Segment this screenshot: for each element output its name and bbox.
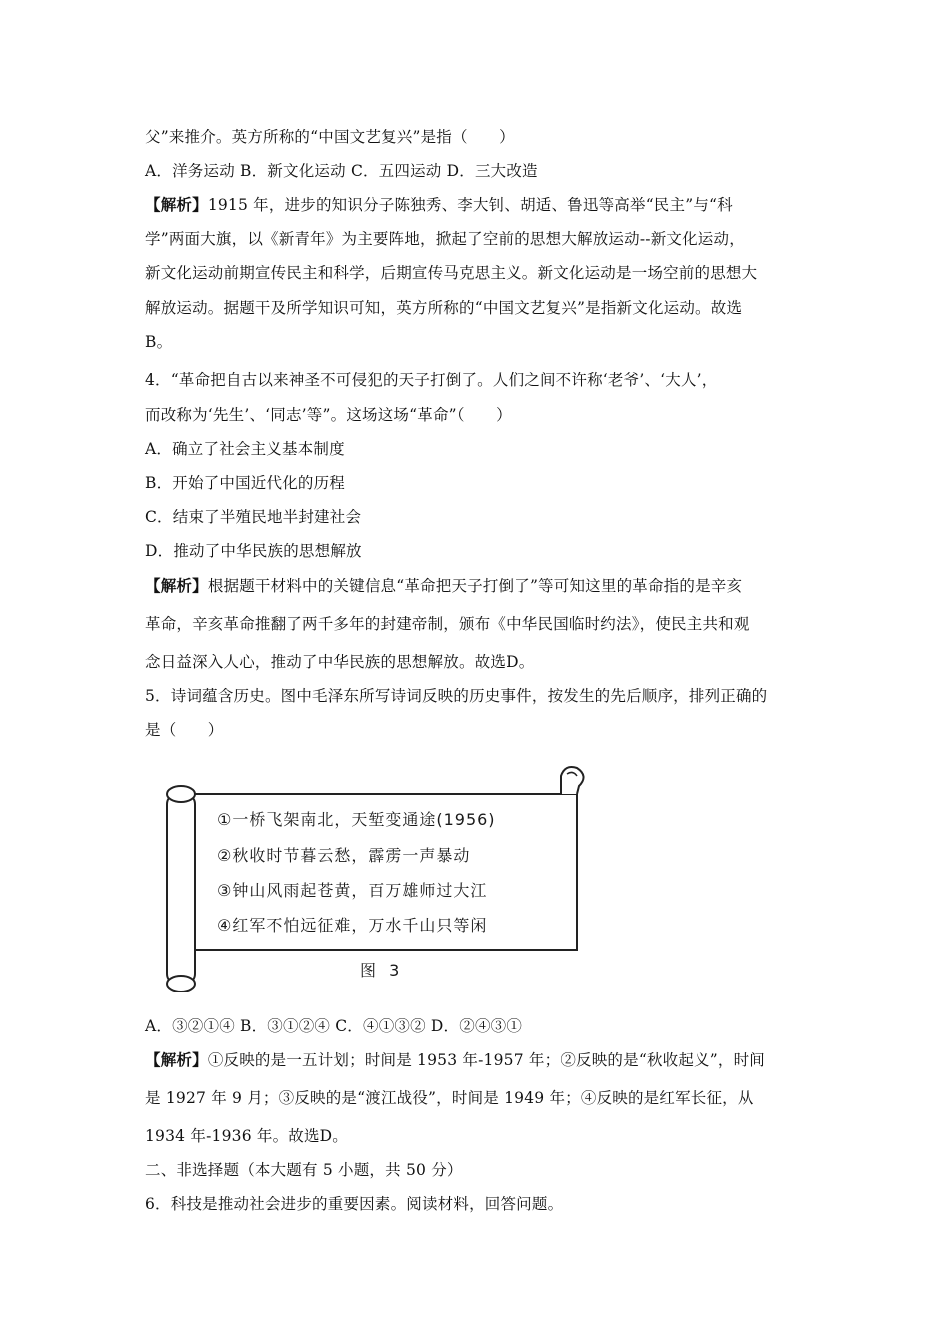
poem-line-2: ②秋收时节暮云愁，霹雳一声暴动 <box>217 846 471 865</box>
text-line: 父”来推介。英方所称的“中国文艺复兴”是指（ ） <box>145 128 515 146</box>
text-line: 1934 年-1936 年。故选D。 <box>145 1127 349 1145</box>
text-line: B。 <box>145 333 173 351</box>
text-line: 学”两面大旗，以《新青年》为主要阵地，掀起了空前的思想大解放运动--新文化运动， <box>145 230 745 248</box>
text-line: 革命，辛亥革命推翻了两千多年的封建帝制，颁布《中华民国临时约法》，使民主共和观 <box>145 615 750 633</box>
option-b: B．开始了中国近代化的历程 <box>145 474 345 492</box>
text-line: 解放运动。据题干及所学知识可知，英方所称的“中国文艺复兴”是指新文化运动。故选 <box>145 299 743 317</box>
figure-caption: 图 3 <box>360 961 404 980</box>
text-line: 念日益深入人心，推动了中华民族的思想解放。故选D。 <box>145 653 535 671</box>
analysis-line: 【解析】1915 年，进步的知识分子陈独秀、李大钊、胡适、鲁迅等高举“民主”与“科 <box>145 195 733 214</box>
section-heading: 二、非选择题（本大题有 5 小题，共 50 分） <box>145 1161 463 1179</box>
text-line: 是 1927 年 9 月；③反映的是“渡江战役”，时间是 1949 年；④反映的是红军长征，从 <box>145 1089 754 1107</box>
analysis-line: 【解析】①反映的是一五计划；时间是 1953 年-1957 年；②反映的是“秋收起义”，时间 <box>145 1050 765 1069</box>
answer-options: A．③②①④ B．③①②④ C．④①③② D．②④③① <box>145 1017 523 1035</box>
poem-line-3: ③钟山风雨起苍黄，百万雄师过大江 <box>217 881 488 900</box>
text-line: A．洋务运动 B．新文化运动 C．五四运动 D．三大改造 <box>145 162 538 180</box>
option-c: C．结束了半殖民地半封建社会 <box>145 508 362 526</box>
option-a: A．确立了社会主义基本制度 <box>145 440 345 458</box>
text-line: 新文化运动前期宣传民主和科学，后期宣传马克思主义。新文化运动是一场空前的思想大 <box>145 264 758 282</box>
text-line: 而改称为‘先生’、‘同志’等”。这场这场“革命”（ ） <box>145 406 512 424</box>
question-4: 4．“革命把自古以来神圣不可侵犯的天子打倒了。人们之间不许称‘老爷’、‘大人’， <box>145 371 718 389</box>
poem-line-4: ④红军不怕远征难，万水千山只等闲 <box>217 916 488 935</box>
text-line: 是（ ） <box>145 721 224 739</box>
question-5: 5．诗词蕴含历史。图中毛泽东所写诗词反映的历史事件，按发生的先后顺序，排列正确的 <box>145 687 768 705</box>
poem-line-1: ①一桥飞架南北，天堑变通途(1956) <box>217 810 496 829</box>
analysis-line: 【解析】根据题干材料中的关键信息“革命把天子打倒了”等可知这里的革命指的是辛亥 <box>145 576 743 595</box>
scroll-figure <box>165 762 585 992</box>
option-d: D．推动了中华民族的思想解放 <box>145 542 362 560</box>
question-6: 6．科技是推动社会进步的重要因素。阅读材料，回答问题。 <box>145 1195 564 1213</box>
